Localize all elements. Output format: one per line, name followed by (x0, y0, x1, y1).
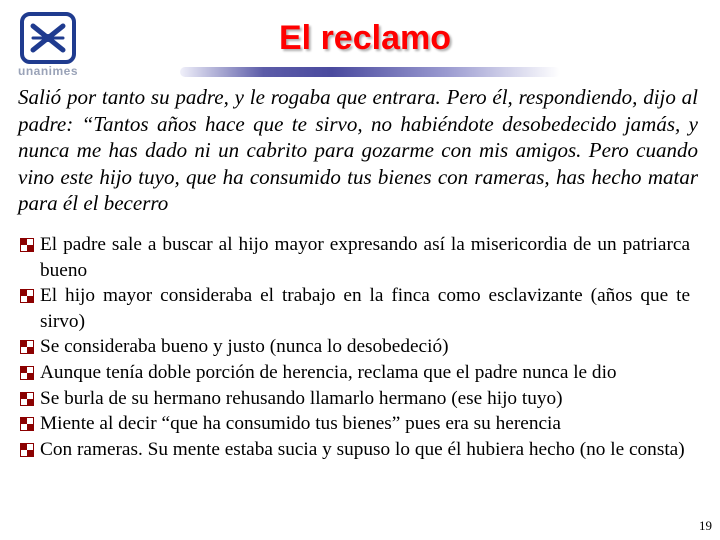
list-item (18, 283, 690, 334)
checkered-square-icon (20, 417, 34, 431)
bullet-list (18, 232, 690, 462)
list-item (18, 437, 690, 463)
checkered-square-icon (20, 289, 34, 303)
list-item (18, 386, 690, 412)
page-number: 19 (699, 518, 712, 533)
bullet-text: Con rameras. Su mente estaba sucia y supuso lo que él hubiera hecho (no le consta) (40, 438, 685, 460)
page-title: El reclamo (279, 19, 451, 57)
checkered-square-icon (20, 340, 34, 354)
bullet-text: Miente al decir “que ha consumido tus bienes” pues era su herencia (40, 413, 561, 435)
list-item (18, 232, 690, 283)
checkered-square-icon (20, 366, 34, 380)
bullet-text: El hijo mayor consideraba el trabajo en la finca como esclavizante (años que te sirvo) (40, 285, 690, 332)
bullet-text: Se burla de su hermano rehusando llamarlo hermano (ese hijo tuyo) (40, 387, 563, 409)
list-item (18, 360, 690, 386)
quote-paragraph: Salió por tanto su padre, y le rogaba que entrara. Pero él, respondiendo, dijo al padre: “Tantos años hace que te sirvo, no habiéndote desobedecido jamás, y nunca me has dado ni un cabrito para gozarme con mis amigos. Pero cuando vino este hijo tuyo, que ha consumido tus bienes con rameras, has hecho matar para él el becerro (18, 85, 698, 215)
bullet-text: El padre sale a buscar al hijo mayor expresando así la misericordia de un patriarca bueno (40, 234, 690, 281)
bullet-text: Se consideraba bueno y justo (nunca lo desobedeció) (40, 336, 449, 358)
bullet-text: Aunque tenía doble porción de herencia, reclama que el padre nunca le dio (40, 361, 617, 383)
title-underline-bar (180, 67, 560, 77)
checkered-square-icon (20, 392, 34, 406)
logo-text: unanimes (17, 64, 78, 78)
logo (10, 6, 86, 78)
list-item (18, 334, 690, 360)
unanimes-logo-icon (19, 12, 77, 64)
checkered-square-icon (20, 443, 34, 457)
checkered-square-icon (20, 238, 34, 252)
list-item (18, 411, 690, 437)
